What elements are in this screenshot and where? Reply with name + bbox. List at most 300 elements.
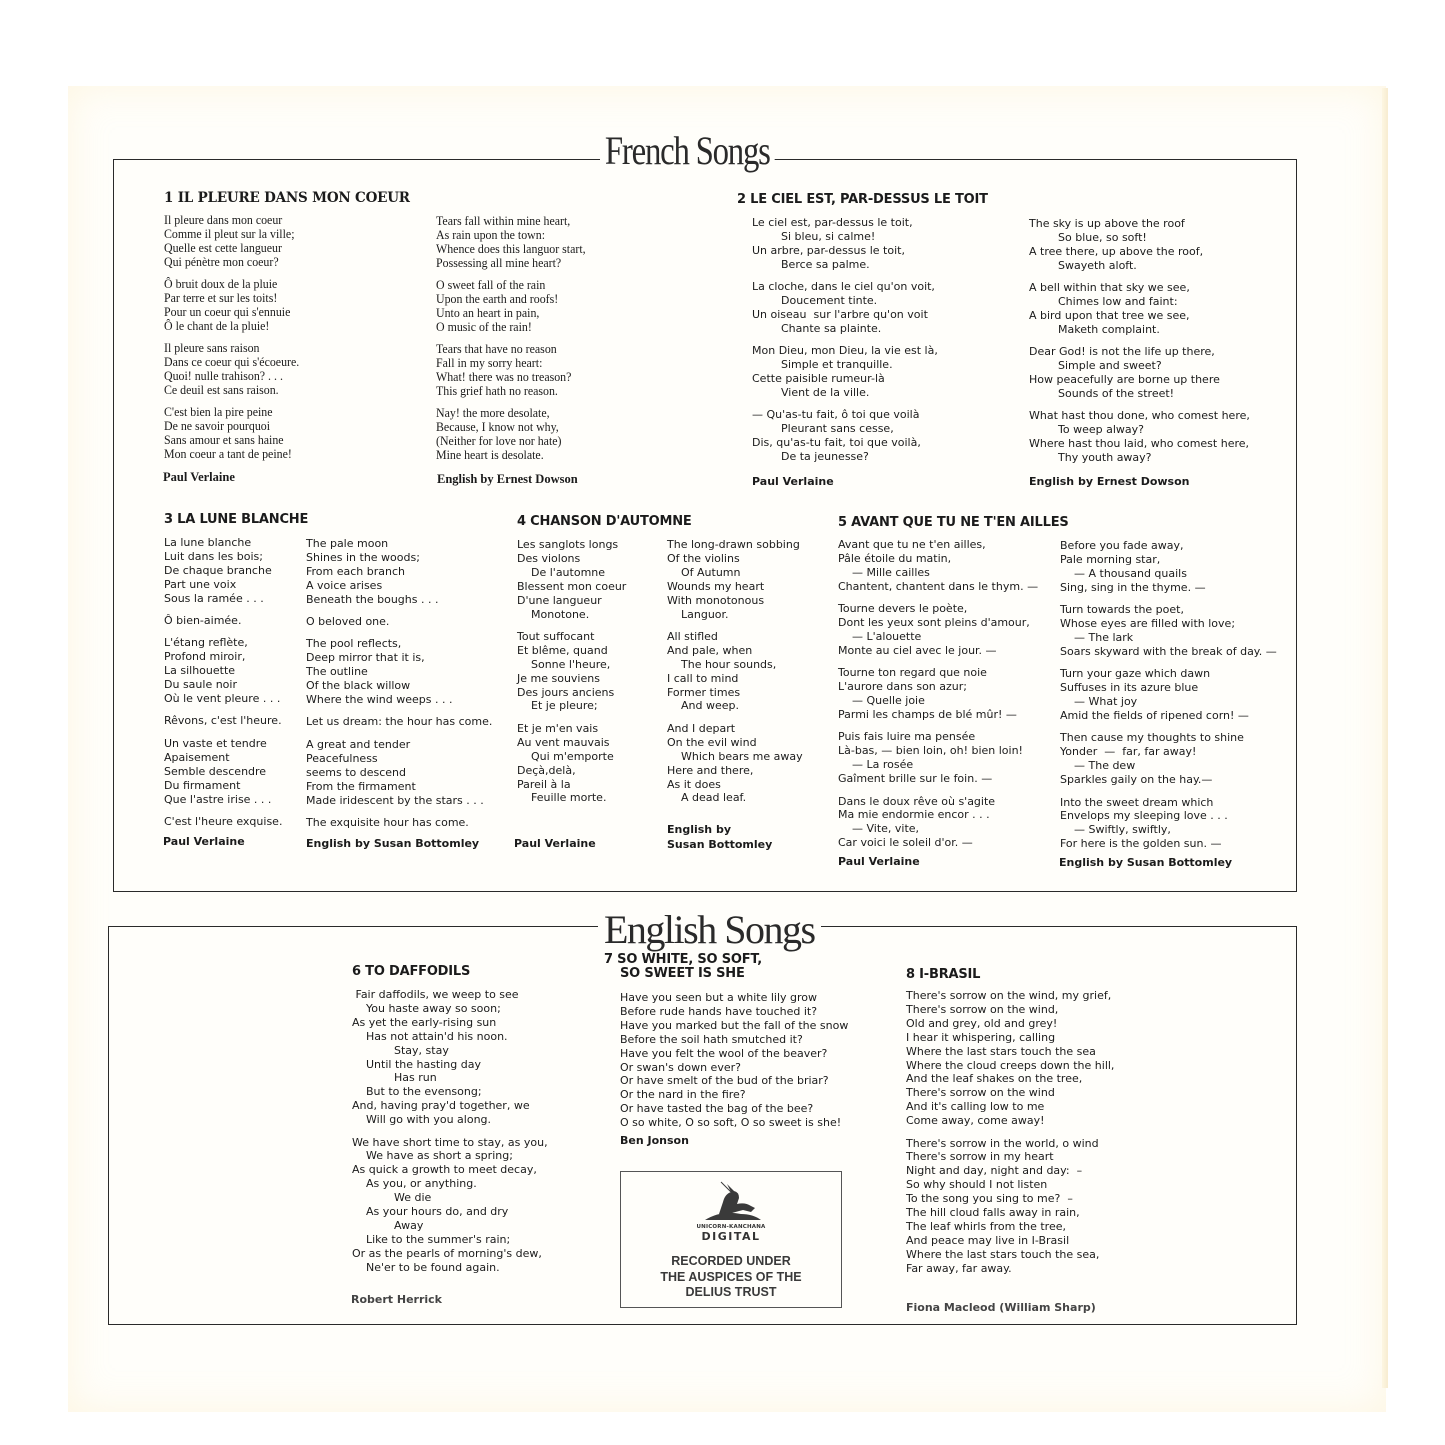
poem-line: Where the wind weeps . . . (306, 693, 453, 707)
song-8-text (906, 989, 1114, 1284)
poem-line: — The lark (1074, 630, 1134, 644)
poem-line: — What joy (1074, 695, 1138, 709)
poem-line: Before rude hands have touched it? (620, 1004, 818, 1018)
poem-line: Les sanglots longs (517, 538, 619, 551)
poem-line: Il pleure dans mon coeur (164, 213, 283, 227)
poem-line: Blessent mon coeur (517, 579, 627, 593)
poem-line: Deep mirror that it is, (306, 651, 425, 665)
stanza (1060, 796, 1277, 852)
poem-line: Stay, stay (394, 1043, 449, 1057)
song-7-text (620, 991, 848, 1130)
song-6-text (352, 988, 548, 1283)
poem-line: A bell within that sky we see, (1029, 281, 1190, 295)
poem-line: Vient de la ville. (781, 385, 870, 399)
poem-line: What hast thou done, who comest here, (1029, 409, 1250, 423)
poem-line: Dont les yeux sont pleins d'amour, (838, 616, 1030, 630)
poem-line: Berce sa palme. (781, 257, 870, 271)
poem-line: Let us dream: the hour has come. (306, 715, 493, 729)
poem-line: Beneath the boughs . . . (306, 592, 439, 606)
poem-line: A bird upon that tree we see, (1029, 308, 1190, 322)
poem-line: Have you seen but a white lily grow (620, 991, 817, 1004)
stanza (752, 344, 938, 400)
poem-line: De chaque branche (164, 563, 272, 577)
poem-line: Where the last stars touch the sea, (906, 1247, 1100, 1261)
poem-line: Turn towards the poet, (1060, 603, 1184, 617)
recording-credit-line-3: DELIUS TRUST (685, 1285, 777, 1299)
song-5-title: 5 AVANT QUE TU NE T'EN AILLES (838, 515, 1069, 530)
poem-line: So why should I not listen (906, 1178, 1048, 1192)
poem-line: Of the black willow (306, 679, 411, 693)
poem-line: Of Autumn (681, 565, 741, 579)
poem-line: Dear God! is not the life up there, (1029, 345, 1215, 359)
song-1-english-text (436, 215, 586, 472)
stanza (1060, 667, 1277, 723)
poem-line: Du firmament (164, 778, 241, 792)
song-5-translator: English by Susan Bottomley (1059, 856, 1233, 869)
poem-line: Pâle étoile du matin, (838, 551, 952, 565)
stanza (436, 279, 586, 335)
poem-line: Yonder — far, far away! (1060, 745, 1197, 759)
poem-line: Where the last stars touch the sea (906, 1044, 1096, 1058)
poem-line: Parmi les champs de blé mûr! — (838, 707, 1017, 721)
poem-line: Simple et tranquille. (781, 358, 893, 372)
poem-line: And the leaf shakes on the tree, (906, 1072, 1083, 1086)
poem-line: Swayeth aloft. (1058, 258, 1137, 272)
poem-line: Ô bien-aimée. (164, 614, 242, 628)
poem-line: Si bleu, si calme! (781, 229, 876, 243)
poem-line: Que l'astre irise . . . (164, 792, 272, 806)
poem-line: Here and there, (667, 763, 754, 777)
poem-line: Un oiseau sur l'arbre qu'on voit (752, 307, 928, 321)
stanza (306, 615, 492, 629)
poem-line: — La rosée (852, 758, 914, 772)
poem-line: A great and tender (306, 737, 411, 751)
poem-line: Je me souviens (517, 671, 600, 685)
song-3-author: Paul Verlaine (163, 835, 245, 848)
poem-line: Et je m'en vais (517, 721, 599, 735)
poem-line: Un vaste et tendre (164, 736, 267, 750)
poem-line: Pale morning star, (1060, 552, 1161, 566)
poem-line: Like to the summer's rain; (366, 1232, 511, 1246)
poem-line: Comme il pleut sur la ville; (164, 226, 295, 241)
poem-line: Là-bas, — bien loin, oh! bien loin! (838, 744, 1023, 758)
song-1-french-text (164, 214, 299, 471)
poem-line: C'est bien la pire peine (164, 405, 273, 420)
recording-credit-box (620, 1171, 842, 1308)
poem-line: O sweet fall of the rain (436, 278, 546, 293)
poem-line: Et blême, quand (517, 643, 608, 657)
poem-line: Mine heart is desolate. (436, 448, 544, 463)
poem-line: L'étang reflète, (164, 636, 248, 650)
poem-line: And weep. (681, 699, 739, 713)
poem-line: Whence does this languor start, (436, 241, 586, 256)
stanza (436, 343, 586, 399)
poem-line: O music of the rain! (436, 319, 532, 334)
stanza (667, 722, 803, 805)
unicorn-icon (701, 1180, 763, 1226)
poem-line: Mon Dieu, mon Dieu, la vie est là, (752, 344, 938, 358)
song-7-title-line2: SO SWEET IS SHE (620, 966, 745, 981)
poem-line: From the firmament (306, 779, 416, 793)
poem-line: As quick a growth to meet decay, (352, 1163, 537, 1177)
song-6-title: 6 TO DAFFODILS (352, 964, 471, 979)
poem-line: Mon coeur a tant de peine! (164, 447, 292, 462)
stanza (838, 795, 1038, 851)
poem-line: A voice arises (306, 578, 383, 592)
stanza (752, 280, 938, 336)
stanza (517, 630, 626, 713)
poem-line: For here is the golden sun. — (1060, 837, 1222, 851)
poem-line: Sounds of the street! (1058, 386, 1175, 400)
poem-line: I call to mind (667, 671, 739, 685)
poem-line: The hill cloud falls away in rain, (906, 1206, 1080, 1220)
poem-line: The long-drawn sobbing (667, 538, 800, 551)
stanza (164, 342, 299, 398)
song-6-author: Robert Herrick (351, 1293, 442, 1306)
poem-line: With monotonous (667, 593, 765, 607)
poem-line: Apaisement (164, 750, 230, 764)
poem-line: Des violons (517, 551, 581, 565)
poem-line: Deçà,delà, (517, 763, 576, 777)
poem-line: Chantent, chantent dans le thym. — (838, 579, 1039, 593)
poem-line: Luit dans les bois; (164, 549, 263, 563)
stanza (306, 715, 492, 729)
stanza (306, 738, 492, 808)
poem-line: Amid the fields of ripened corn! — (1060, 708, 1249, 722)
poem-line: Have you marked but the fall of the snow (620, 1018, 849, 1032)
poem-line: How peacefully are borne up there (1029, 373, 1220, 387)
song-8-author: Fiona Macleod (William Sharp) (906, 1301, 1096, 1314)
poem-line: O beloved one. (306, 615, 390, 629)
poem-line: Cette paisible rumeur-là (752, 372, 885, 386)
poem-line: Or have tasted the bag of the bee? (620, 1102, 814, 1116)
poem-line: Of the violins (667, 551, 740, 565)
stanza (517, 722, 626, 805)
stanza (1060, 731, 1277, 787)
poem-line: This grief hath no reason. (436, 383, 558, 398)
poem-line: There's sorrow on the wind, (906, 1002, 1059, 1016)
stanza (1060, 603, 1277, 659)
song-3-translator: English by Susan Bottomley (306, 837, 480, 850)
poem-line: — Qu'as-tu fait, ô toi que voilà (752, 408, 920, 422)
poem-line: (Neither for love nor hate) (436, 434, 562, 449)
poem-line: On the evil wind (667, 735, 757, 749)
poem-line: Maketh complaint. (1058, 322, 1160, 336)
poem-line: The outline (306, 665, 368, 679)
poem-line: The sky is up above the roof (1029, 217, 1185, 230)
poem-line: Gaîment brille sur le foin. — (838, 772, 993, 786)
poem-line: As it does (667, 777, 721, 791)
poem-line: Possessing all mine heart? (436, 255, 562, 270)
poem-line: Semble descendre (164, 764, 267, 778)
poem-line: Tears that have no reason (436, 342, 557, 357)
poem-line: To weep alway? (1058, 423, 1144, 437)
poem-line: — Vite, vite, (852, 822, 920, 836)
poem-line: As your hours do, and dry (366, 1205, 509, 1219)
poem-line: Sonne l'heure, (531, 657, 611, 671)
poem-line: Où le vent pleure . . . (164, 692, 281, 706)
poem-line: — A thousand quails (1074, 566, 1187, 580)
poem-line: Chimes low and faint: (1058, 295, 1178, 309)
stanza (838, 730, 1038, 786)
poem-line: Pour un coeur qui s'ennuie (164, 304, 291, 319)
poem-line: Ce deuil est sans raison. (164, 382, 279, 397)
poem-line: Or swan's down ever? (620, 1060, 741, 1074)
poem-line: But to the evensong; (366, 1085, 482, 1099)
stanza (1029, 345, 1250, 401)
poem-line: And I depart (667, 721, 736, 735)
recording-credit-line-1: RECORDED UNDER (671, 1254, 791, 1268)
song-2-author: Paul Verlaine (752, 475, 834, 488)
stanza (667, 630, 803, 713)
poem-line: La lune blanche (164, 536, 252, 549)
poem-line: Des jours anciens (517, 685, 615, 699)
poem-line: Made iridescent by the stars . . . (306, 793, 484, 807)
poem-line: The hour sounds, (681, 657, 777, 671)
poem-line: Pareil à la (517, 777, 571, 791)
poem-line: — Quelle joie (852, 694, 925, 708)
stanza (906, 1137, 1114, 1276)
stanza (667, 538, 803, 621)
poem-line: As yet the early-rising sun (352, 1015, 497, 1029)
poem-line: Simple and sweet? (1058, 359, 1162, 373)
poem-line: Il pleure sans raison (164, 341, 260, 356)
song-2-title: 2 LE CIEL EST, PAR-DESSUS LE TOIT (737, 192, 988, 207)
poem-line: Doucement tinte. (781, 294, 878, 308)
song-4-french-text (517, 538, 626, 814)
poem-line: Peacefulness (306, 751, 378, 765)
poem-line: Fall in my sorry heart: (436, 356, 543, 371)
poem-line: Before you fade away, (1060, 539, 1184, 552)
song-5-french-text (838, 538, 1038, 859)
poem-line: And it's calling low to me (906, 1100, 1045, 1114)
poem-line: Suffuses in its azure blue (1060, 681, 1199, 695)
stanza (352, 1136, 548, 1275)
poem-line: Part une voix (164, 577, 237, 591)
poem-line: Where the cloud creeps down the hill, (906, 1058, 1115, 1072)
poem-line: You haste away so soon; (366, 1001, 501, 1015)
song-4-translator-line2: Susan Bottomley (667, 838, 773, 851)
poem-line: Dans le doux rêve où s'agite (838, 794, 996, 808)
poem-line: Has not attain'd his noon. (366, 1029, 508, 1043)
poem-line: Sparkles gaily on the hay.— (1060, 773, 1213, 787)
label-digital: DIGITAL (701, 1230, 761, 1243)
poem-line: L'aurore dans son azur; (838, 680, 967, 694)
song-3-french-text (164, 536, 282, 837)
poem-line: Ô le chant de la pluie! (164, 318, 270, 333)
poem-line: Tears fall within mine heart, (436, 214, 571, 228)
song-1-author: Paul Verlaine (163, 470, 235, 484)
poem-line: Tourne devers le poète, (838, 602, 968, 616)
poem-line: Before the soil hath smutched it? (620, 1032, 803, 1046)
poem-line: Au vent mauvais (517, 735, 610, 749)
poem-line: Chante sa plainte. (781, 321, 882, 335)
poem-line: Turn your gaze which dawn (1060, 667, 1211, 681)
poem-line: Qui pénètre mon coeur? (164, 254, 279, 269)
poem-line: Languor. (681, 607, 729, 621)
poem-line: We have short time to stay, as you, (352, 1135, 548, 1149)
stanza (306, 637, 492, 707)
poem-line: — L'alouette (852, 629, 922, 643)
stanza (164, 406, 299, 462)
poem-line: What! there was no treason? (436, 370, 572, 385)
poem-line: Quoi! nulle trahison? . . . (164, 369, 283, 384)
poem-line: Du saule noir (164, 678, 237, 692)
poem-line: Has run (394, 1071, 437, 1085)
poem-line: Soars skyward with the break of day. — (1060, 644, 1277, 658)
poem-line: The leaf whirls from the tree, (906, 1220, 1066, 1233)
stanza (164, 737, 282, 807)
poem-line: Thy youth away? (1058, 451, 1152, 465)
poem-line: Qui m'emporte (531, 749, 614, 763)
poem-line: Profond miroir, (164, 650, 246, 664)
poem-line: A dead leaf. (681, 791, 747, 805)
stanza (352, 988, 548, 1127)
stanza (164, 815, 282, 829)
poem-line: Avant que tu ne t'en ailles, (838, 538, 986, 551)
stanza (306, 537, 492, 607)
english-songs-heading: English Songs (598, 910, 821, 950)
poem-line: All stifled (667, 629, 718, 643)
poem-line: Until the hasting day (366, 1057, 481, 1071)
poem-line: Nay! the more desolate, (436, 406, 550, 421)
stanza (752, 408, 938, 464)
poem-line: Sans amour et sans haine (164, 433, 284, 448)
poem-line: Away (394, 1219, 424, 1232)
song-4-english-text (667, 538, 803, 814)
poem-line: Into the sweet dream which (1060, 795, 1214, 809)
poem-line: The pale moon (306, 537, 389, 550)
stanza (436, 215, 586, 271)
poem-line: Will go with you along. (366, 1113, 492, 1127)
poem-line: De ta jeunesse? (781, 450, 869, 464)
poem-line: La cloche, dans le ciel qu'on voit, (752, 280, 935, 294)
poem-line: O so white, O so soft, O so sweet is she! (620, 1116, 842, 1130)
stanza (164, 614, 282, 628)
poem-line: Have you felt the wool of the beaver? (620, 1046, 828, 1060)
poem-line: Puis fais luire ma pensée (838, 730, 976, 744)
poem-line: Night and day, night and day: – (906, 1164, 1083, 1178)
poem-line: — Mille cailles (852, 565, 930, 579)
song-2-english-text (1029, 217, 1250, 474)
poem-line: Monte au ciel avec le jour. — (838, 643, 997, 657)
stanza (436, 407, 586, 463)
poem-line: Envelops my sleeping love . . . (1060, 809, 1228, 823)
song-7-title-line1: 7 SO WHITE, SO SOFT, (604, 952, 762, 967)
poem-line: Car voici le soleil d'or. — (838, 836, 973, 850)
stanza (838, 666, 1038, 722)
song-8-title: 8 I-BRASIL (906, 967, 981, 982)
song-2-translator: English by Ernest Dowson (1029, 475, 1190, 488)
stanza (164, 714, 282, 728)
poem-line: Shines in the woods; (306, 550, 420, 564)
stanza (164, 536, 282, 606)
song-4-translator-line1: English by (667, 823, 732, 836)
recording-credit-text (621, 1254, 841, 1301)
poem-line: Or the nard in the fire? (620, 1088, 746, 1102)
poem-line: C'est l'heure exquise. (164, 814, 283, 828)
stanza (838, 602, 1038, 658)
stanza (906, 989, 1114, 1128)
stanza (306, 816, 492, 830)
poem-line: Dis, qu'as-tu fait, toi que voilà, (752, 436, 921, 450)
poem-line: Or have smelt of the bud of the briar? (620, 1074, 829, 1088)
poem-line: De ne savoir pourquoi (164, 419, 271, 434)
poem-line: To the song you sing to me? – (906, 1192, 1073, 1206)
poem-line: The exquisite hour has come. (306, 815, 469, 829)
poem-line: Old and grey, old and grey! (906, 1016, 1058, 1030)
stanza (517, 538, 626, 621)
poem-line: The pool reflects, (306, 637, 402, 651)
song-4-title: 4 CHANSON D'AUTOMNE (517, 514, 692, 529)
stanza (1029, 409, 1250, 465)
poem-line: There's sorrow on the wind (906, 1086, 1055, 1100)
poem-line: And, having pray'd together, we (352, 1099, 530, 1113)
poem-line: Ô bruit doux de la pluie (164, 277, 278, 292)
stanza (164, 278, 299, 334)
poem-line: Ma mie endormie encor . . . (838, 808, 990, 822)
poem-line: Tourne ton regard que noie (838, 666, 987, 680)
poem-line: As rain upon the town: (436, 227, 546, 242)
poem-line: Because, I know not why, (436, 420, 559, 435)
poem-line: Un arbre, par-dessus le toit, (752, 243, 905, 257)
poem-line: There's sorrow in my heart (906, 1150, 1054, 1164)
poem-line: So blue, so soft! (1058, 230, 1147, 244)
poem-line: Sing, sing in the thyme. — (1060, 580, 1206, 594)
poem-line: Far away, far away. (906, 1261, 1012, 1275)
stanza (1029, 217, 1250, 273)
poem-line: Rêvons, c'est l'heure. (164, 714, 282, 728)
stanza (1060, 539, 1277, 595)
poem-line: We die (394, 1191, 432, 1205)
poem-line: Where hast thou laid, who comest here, (1029, 437, 1250, 451)
poem-line: Monotone. (531, 607, 590, 621)
stanza (752, 216, 938, 272)
poem-line: Ne'er to be found again. (366, 1260, 500, 1274)
song-1-translator: English by Ernest Dowson (437, 472, 578, 486)
poem-line: Which bears me away (681, 749, 803, 763)
song-5-english-text (1060, 539, 1277, 860)
poem-line: D'une langueur (517, 593, 602, 607)
poem-line: De l'automne (531, 565, 606, 579)
poem-line: Feuille morte. (531, 791, 607, 805)
poem-line: Former times (667, 685, 741, 699)
song-2-french-text (752, 216, 938, 473)
poem-line: From each branch (306, 564, 406, 578)
poem-line: Pleurant sans cesse, (781, 422, 894, 436)
stanza (838, 538, 1038, 594)
song-7-author: Ben Jonson (620, 1134, 689, 1147)
poem-line: Sous la ramée . . . (164, 591, 264, 605)
poem-line: seems to descend (306, 765, 406, 779)
poem-line: Come away, come away! (906, 1114, 1045, 1128)
poem-line: And peace may live in I-Brasil (906, 1233, 1070, 1247)
poem-line: Et je pleure; (531, 699, 598, 713)
song-3-english-text (306, 537, 492, 838)
poem-line: — The dew (1074, 759, 1136, 773)
poem-line: There's sorrow in the world, o wind (906, 1136, 1099, 1150)
stanza (164, 214, 299, 270)
label-brand: UNICORN-KANCHANA (696, 1224, 766, 1230)
poem-line: There's sorrow on the wind, my grief, (906, 989, 1112, 1002)
poem-line: Le ciel est, par-dessus le toit, (752, 216, 913, 229)
poem-line: Or as the pearls of morning's dew, (352, 1246, 542, 1260)
poem-line: — Swiftly, swiftly, (1074, 823, 1171, 837)
poem-line: Fair daffodils, we weep to see (352, 988, 519, 1001)
french-songs-heading: French Songs (600, 131, 775, 171)
poem-line: Quelle est cette langueur (164, 240, 282, 255)
poem-line: We have as short a spring; (366, 1149, 513, 1163)
